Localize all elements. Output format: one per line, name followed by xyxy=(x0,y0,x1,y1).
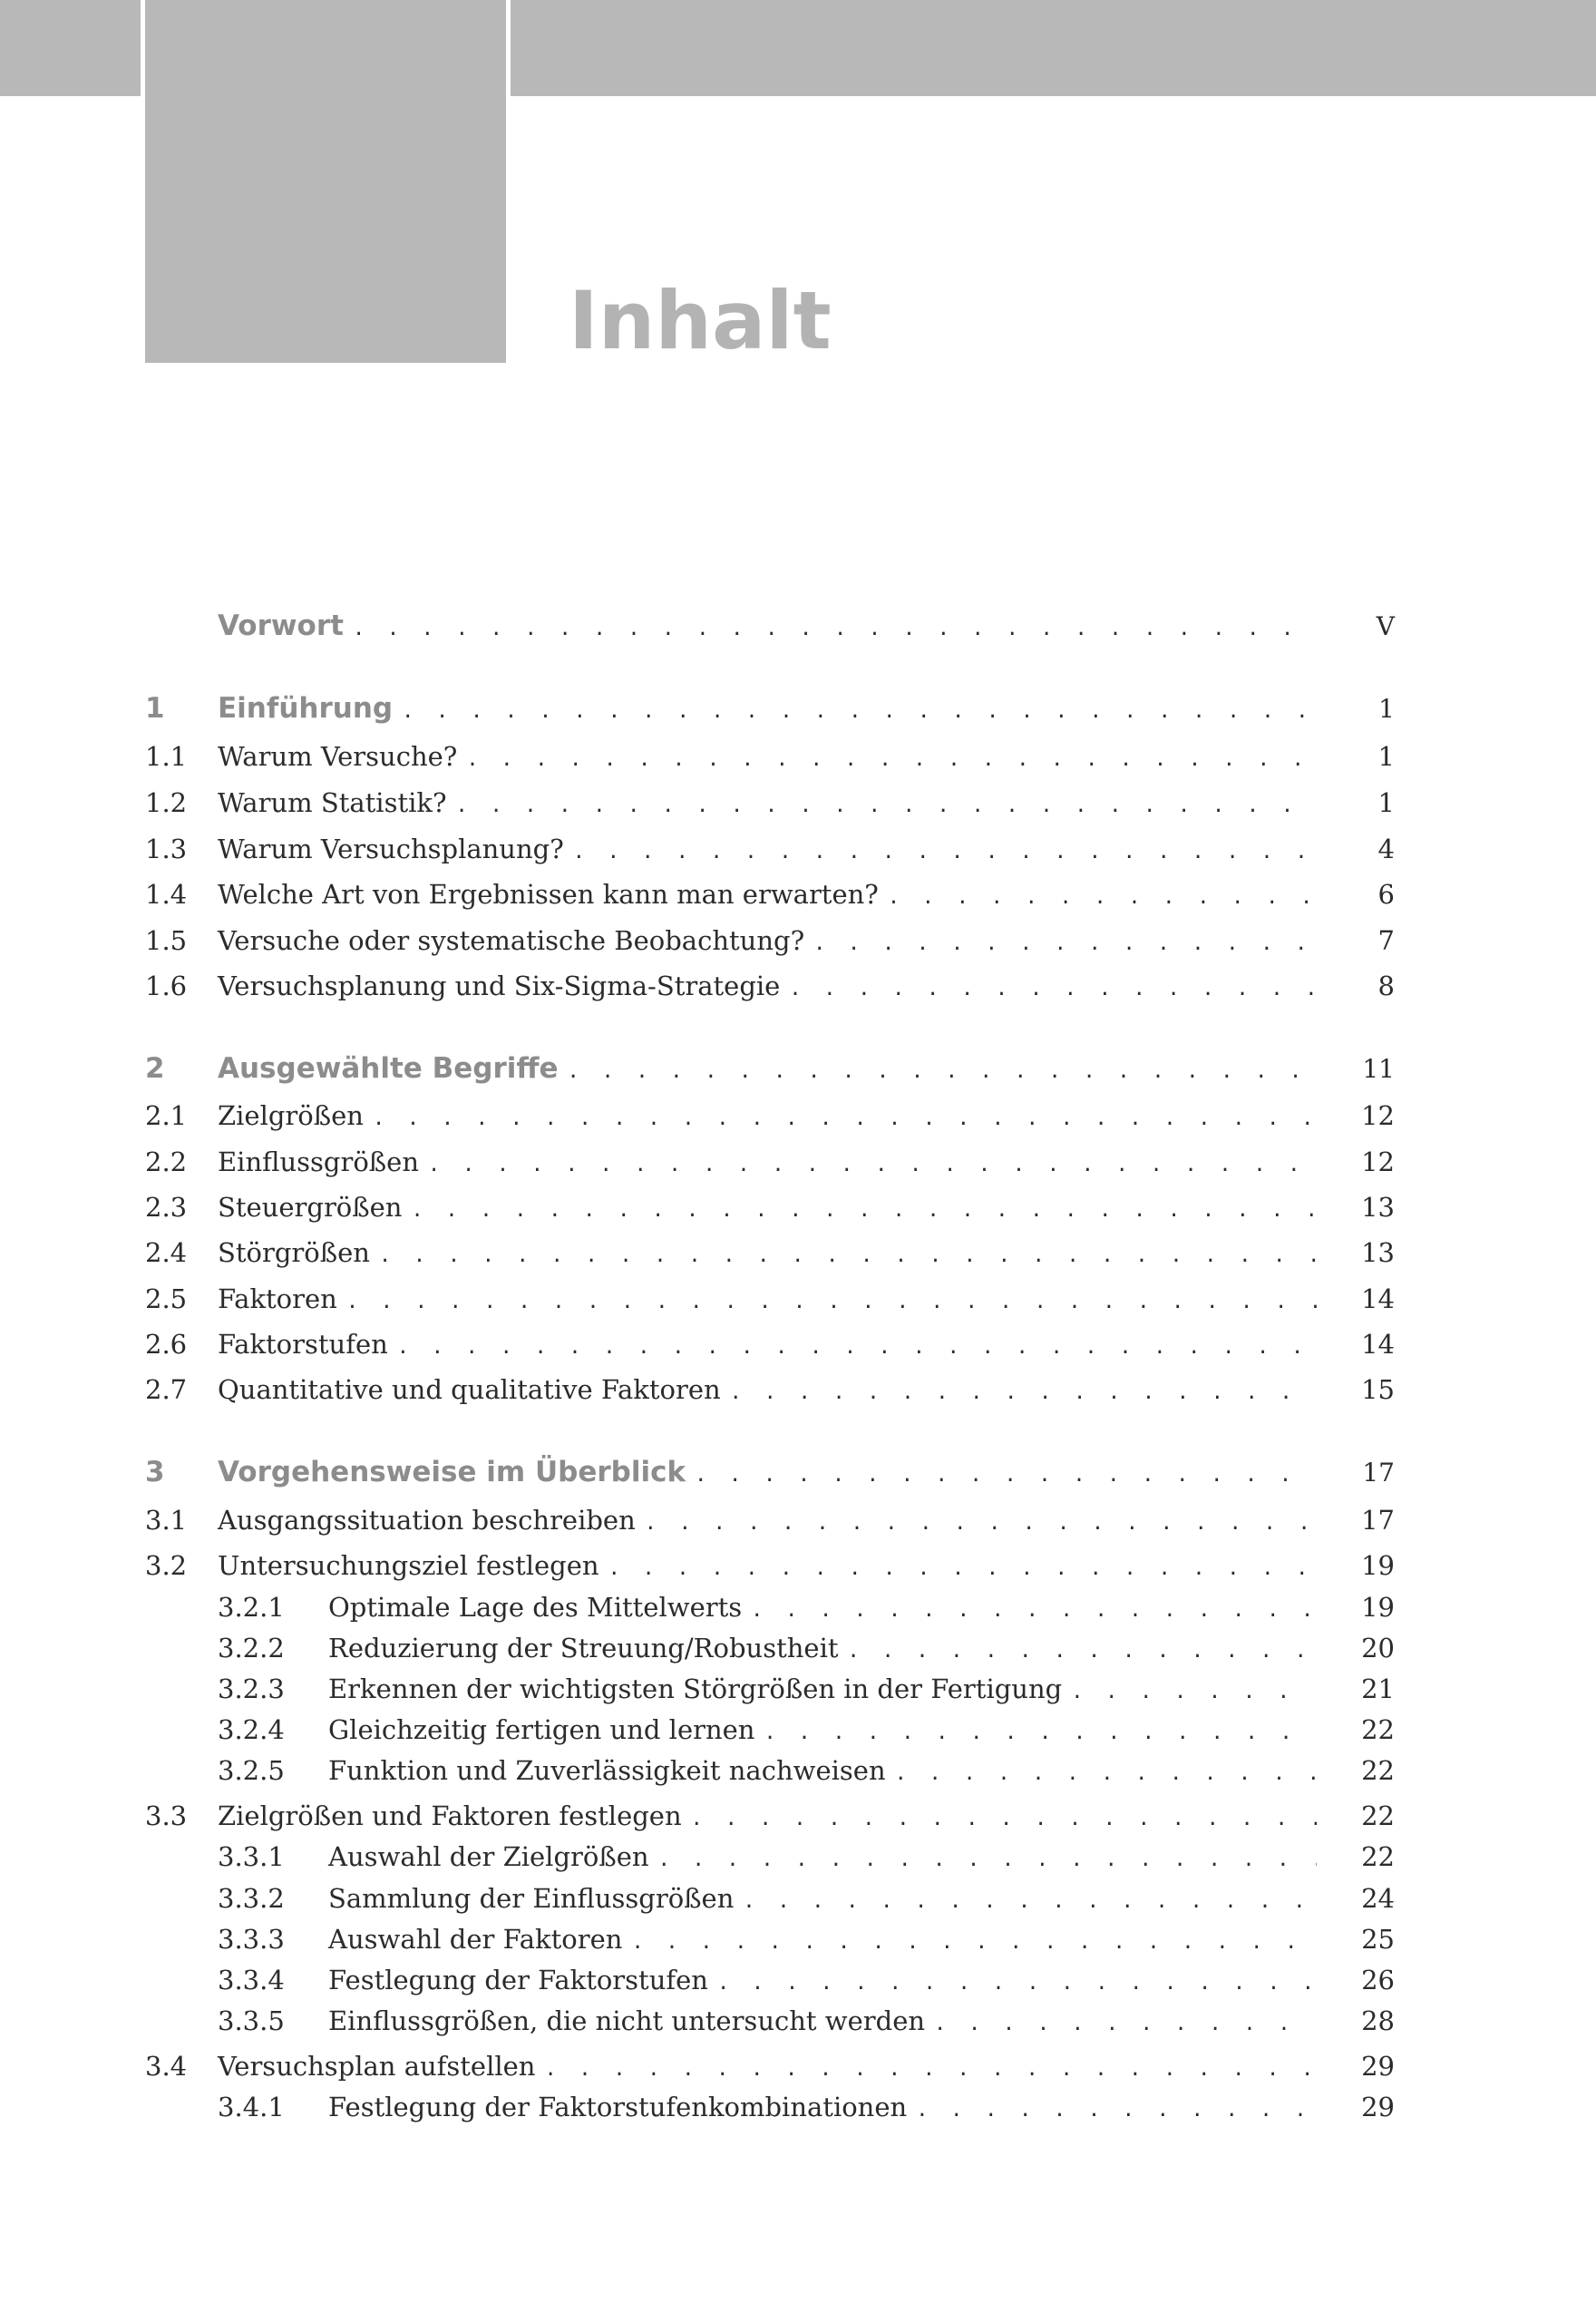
toc-entry[interactable] xyxy=(145,1592,1395,1623)
toc-entry-page: 19 xyxy=(1361,1592,1395,1623)
toc-entry-page: 22 xyxy=(1361,1755,1395,1786)
toc-leader-dots xyxy=(573,841,1317,863)
toc-entry-title: Versuche oder systematische Beobachtung? xyxy=(218,925,805,956)
toc-leader-dots xyxy=(751,1599,1317,1622)
toc-entry-page: 4 xyxy=(1377,834,1395,864)
toc-entry-number: 3.1 xyxy=(145,1505,188,1536)
toc-leader-dots xyxy=(934,2013,1317,2035)
toc-entry[interactable] xyxy=(145,1714,1395,1745)
toc-leader-dots xyxy=(608,1557,1317,1580)
toc-entry-title: Erkennen der wichtigsten Störgrößen in der Fertigung xyxy=(328,1673,1063,1704)
toc-entry-title: Gleichzeitig fertigen und lernen xyxy=(328,1714,755,1745)
toc-entry-number: 1.6 xyxy=(145,971,188,1001)
toc-leader-dots xyxy=(789,978,1317,1000)
toc-entry-number: 3.3.1 xyxy=(218,1841,285,1872)
toc-entry-number: 3.2 xyxy=(145,1550,188,1581)
toc-chapter[interactable] xyxy=(145,610,1395,642)
header-bar-right xyxy=(511,0,1596,96)
toc-leader-dots xyxy=(373,1107,1317,1130)
toc-entry-number: 2.1 xyxy=(145,1100,188,1131)
toc-leader-dots xyxy=(695,1464,1317,1487)
toc-entry-title: Welche Art von Ergebnissen kann man erwarten? xyxy=(218,879,879,910)
toc-chapter[interactable] xyxy=(145,1456,1395,1488)
toc-entry-title: Warum Statistik? xyxy=(218,787,447,818)
toc-leader-dots xyxy=(895,1762,1317,1785)
toc-entry[interactable] xyxy=(145,741,1395,772)
toc-entry-number: 2.6 xyxy=(145,1329,188,1360)
toc-entry-page: 12 xyxy=(1361,1100,1395,1131)
toc-entry-page: 1 xyxy=(1378,694,1395,724)
toc-entry-title: Festlegung der Faktorstufen xyxy=(328,1965,708,1995)
toc-leader-dots xyxy=(411,1199,1317,1222)
toc-entry[interactable] xyxy=(145,1237,1395,1268)
toc-leader-dots xyxy=(813,932,1317,955)
toc-entry-number: 3.3 xyxy=(145,1800,188,1831)
toc-leader-dots xyxy=(645,1512,1317,1535)
toc-entry-title: Zielgrößen und Faktoren festlegen xyxy=(218,1800,682,1831)
toc-leader-dots xyxy=(717,1972,1317,1995)
toc-chapter[interactable] xyxy=(145,692,1395,725)
toc-entry-title: Faktorstufen xyxy=(218,1329,388,1360)
toc-leader-dots xyxy=(848,1640,1317,1663)
toc-entry-number: 1.4 xyxy=(145,879,188,910)
toc-entry-page: 17 xyxy=(1361,1505,1395,1536)
toc-entry-title: Warum Versuchsplanung? xyxy=(218,834,564,864)
toc-leader-dots xyxy=(397,1336,1317,1359)
toc-leader-dots xyxy=(379,1244,1317,1267)
toc-entry-number: 3.4 xyxy=(145,2051,188,2082)
toc-entry-title: Versuchsplanung und Six-Sigma-Strategie xyxy=(218,971,781,1001)
toc-entry-page: 22 xyxy=(1361,1714,1395,1745)
toc-entry-page: 14 xyxy=(1361,1329,1395,1360)
toc-entry-number: 1.5 xyxy=(145,925,188,956)
toc-entry-number: 1.1 xyxy=(145,741,188,772)
toc-entry[interactable] xyxy=(145,1883,1395,1914)
toc-leader-dots xyxy=(658,1849,1317,1871)
toc-entry-title: Optimale Lage des Mittelwerts xyxy=(328,1592,743,1623)
toc-entry-number: 1 xyxy=(145,692,165,725)
toc-leader-dots xyxy=(1071,1681,1317,1703)
toc-leader-dots xyxy=(456,795,1317,817)
toc-entry-page: 1 xyxy=(1377,787,1395,818)
toc-entry-page: 13 xyxy=(1361,1237,1395,1268)
toc-entry[interactable] xyxy=(145,1841,1395,1872)
toc-entry-page: 24 xyxy=(1361,1883,1395,1914)
toc-entry-title: Einflussgrößen xyxy=(218,1146,420,1177)
toc-entry-title: Sammlung der Einflussgrößen xyxy=(328,1883,735,1914)
toc-entry-title: Untersuchungsziel festlegen xyxy=(218,1550,599,1581)
toc-entry[interactable] xyxy=(145,1924,1395,1955)
toc-entry-page: 17 xyxy=(1362,1458,1395,1488)
toc-entry[interactable] xyxy=(145,971,1395,1001)
toc-entry-page: 8 xyxy=(1377,971,1395,1001)
toc-entry-page: 21 xyxy=(1361,1673,1395,1704)
toc-entry[interactable] xyxy=(145,2051,1395,2082)
toc-entry-number: 3.2.1 xyxy=(218,1592,285,1623)
toc-entry-page: 20 xyxy=(1361,1633,1395,1663)
toc-entry-title: Auswahl der Faktoren xyxy=(328,1924,623,1955)
toc-leader-dots xyxy=(730,1381,1317,1404)
toc-entry-title: Ausgangssituation beschreiben xyxy=(218,1505,636,1536)
toc-entry-title: Faktoren xyxy=(218,1283,337,1314)
toc-entry-number: 1.3 xyxy=(145,834,188,864)
toc-entry-page: 29 xyxy=(1361,2051,1395,2082)
toc-entry[interactable] xyxy=(145,925,1395,956)
toc-entry-page: 13 xyxy=(1361,1192,1395,1223)
toc-entry[interactable] xyxy=(145,1633,1395,1663)
toc-entry-page: 7 xyxy=(1377,925,1395,956)
toc-entry[interactable] xyxy=(145,879,1395,910)
toc-entry-page: 22 xyxy=(1361,1800,1395,1831)
toc-entry[interactable] xyxy=(145,1192,1395,1223)
toc-entry-number: 2.4 xyxy=(145,1237,188,1268)
toc-entry-title: Störgrößen xyxy=(218,1237,370,1268)
toc-entry-page: 1 xyxy=(1377,741,1395,772)
toc-leader-dots xyxy=(691,1808,1317,1830)
toc-leader-dots xyxy=(916,2099,1317,2122)
toc-leader-dots xyxy=(631,1931,1317,1954)
toc-entry[interactable] xyxy=(145,1800,1395,1831)
toc-entry-page: 11 xyxy=(1362,1054,1395,1084)
toc-entry[interactable] xyxy=(145,787,1395,818)
toc-entry-page: 22 xyxy=(1361,1841,1395,1872)
toc-entry-title: Warum Versuche? xyxy=(218,741,458,772)
toc-entry-number: 3.2.5 xyxy=(218,1755,285,1786)
toc-entry-title: Zielgrößen xyxy=(218,1100,364,1131)
toc-entry-title: Reduzierung der Streuung/Robustheit xyxy=(328,1633,839,1663)
toc-entry-number: 3.3.4 xyxy=(218,1965,285,1995)
toc-entry-number: 1.2 xyxy=(145,787,188,818)
toc-entry-title: Vorgehensweise im Überblick xyxy=(218,1456,686,1488)
toc-entry[interactable] xyxy=(145,1965,1395,1995)
toc-entry-number: 3.3.5 xyxy=(218,2005,285,2036)
toc-entry-title: Vorwort xyxy=(218,610,344,642)
toc-entry-title: Einführung xyxy=(218,692,394,725)
toc-entry-page: 28 xyxy=(1361,2005,1395,2036)
toc-entry-number: 2.7 xyxy=(145,1374,188,1405)
toc-entry-number: 2.2 xyxy=(145,1146,188,1177)
toc-entry-page: 12 xyxy=(1361,1146,1395,1177)
toc-entry[interactable] xyxy=(145,1374,1395,1405)
toc-entry-number: 3 xyxy=(145,1456,165,1488)
toc-entry-title: Funktion und Zuverlässigkeit nachweisen xyxy=(328,1755,886,1786)
toc-entry[interactable] xyxy=(145,1505,1395,1536)
header-bar-left xyxy=(0,0,141,96)
toc-entry-number: 3.3.3 xyxy=(218,1924,285,1955)
toc-entry-title: Auswahl der Zielgrößen xyxy=(328,1841,649,1872)
toc-chapter[interactable] xyxy=(145,1052,1395,1085)
toc-entry[interactable] xyxy=(145,2092,1395,2122)
toc-entry[interactable] xyxy=(145,2005,1395,2036)
toc-entry[interactable] xyxy=(145,1146,1395,1177)
toc-entry-title: Versuchsplan aufstellen xyxy=(218,2051,536,2082)
toc-entry-number: 3.2.2 xyxy=(218,1633,285,1663)
toc-entry-page: 19 xyxy=(1361,1550,1395,1581)
toc-entry-title: Steuergrößen xyxy=(218,1192,403,1223)
header-block xyxy=(145,0,506,363)
toc-entry-page: 29 xyxy=(1361,2092,1395,2122)
toc-entry[interactable] xyxy=(145,1673,1395,1704)
toc-leader-dots xyxy=(346,1291,1317,1313)
toc-leader-dots xyxy=(402,700,1317,723)
toc-entry[interactable] xyxy=(145,1100,1395,1131)
toc-leader-dots xyxy=(743,1890,1317,1913)
toc-entry[interactable] xyxy=(145,834,1395,864)
toc-leader-dots xyxy=(764,1722,1318,1744)
toc-entry-title: Ausgewählte Begriffe xyxy=(218,1052,559,1085)
toc-entry-number: 2 xyxy=(145,1052,165,1085)
toc-leader-dots xyxy=(888,886,1317,909)
toc-leader-dots xyxy=(428,1154,1317,1176)
toc-entry-page: 6 xyxy=(1377,879,1395,910)
toc-entry-page: V xyxy=(1376,611,1395,641)
toc-entry-page: 25 xyxy=(1361,1924,1395,1955)
toc-entry-number: 3.2.4 xyxy=(218,1714,285,1745)
toc-leader-dots xyxy=(353,618,1317,640)
toc-entry-title: Quantitative und qualitative Faktoren xyxy=(218,1374,721,1405)
toc-entry[interactable] xyxy=(145,1550,1395,1581)
toc-leader-dots xyxy=(466,748,1317,771)
toc-entry-page: 14 xyxy=(1361,1283,1395,1314)
toc-entry-number: 3.3.2 xyxy=(218,1883,285,1914)
toc-entry-number: 2.5 xyxy=(145,1283,188,1314)
toc-entry[interactable] xyxy=(145,1329,1395,1360)
toc-entry-number: 2.3 xyxy=(145,1192,188,1223)
toc-entry[interactable] xyxy=(145,1755,1395,1786)
toc-entry-page: 15 xyxy=(1361,1374,1395,1405)
toc-entry-number: 3.2.3 xyxy=(218,1673,285,1704)
toc-entry-title: Festlegung der Faktorstufenkombinationen xyxy=(328,2092,908,2122)
toc-entry-title: Einflussgrößen, die nicht untersucht werden xyxy=(328,2005,926,2036)
toc-leader-dots xyxy=(568,1060,1317,1083)
toc-leader-dots xyxy=(544,2058,1317,2081)
page-title: Inhalt xyxy=(569,274,832,367)
toc-entry-number: 3.4.1 xyxy=(218,2092,285,2122)
toc-entry-page: 26 xyxy=(1361,1965,1395,1995)
toc-entry[interactable] xyxy=(145,1283,1395,1314)
